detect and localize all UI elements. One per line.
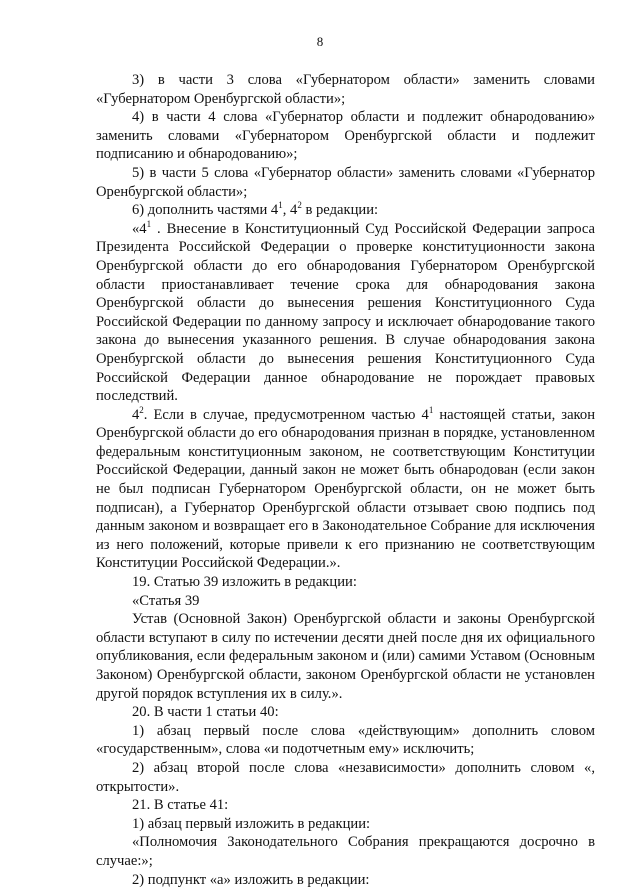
paragraph-text: в редакции:	[301, 202, 379, 219]
paragraph-p16	[96, 871, 595, 890]
paragraph-text: Устав (Основной Закон) Оренбургской области и законы Оренбургской области вступают в силу по истечении десяти дней после дня их официального опубликования, если федеральным законом и (или) самими Уставом (Основным Законом) Оренбургской области, законом Оренбургской области не установлен другой порядок вступления их в силу.».	[96, 611, 595, 702]
paragraph-p13	[96, 796, 595, 815]
superscript-index: 1	[278, 200, 283, 211]
paragraph-text: «Статья 39	[132, 592, 200, 609]
paragraph-text: 2) подпункт «а» изложить в редакции:	[132, 871, 370, 888]
paragraph-text: 21. В статье 41:	[132, 797, 229, 814]
paragraph-text: . Если в случае, предусмотренном частью 4	[143, 406, 429, 423]
paragraph-text: 5) в части 5 слова «Губернатор области» заменить словами «Губернатор Оренбургской области»;	[96, 164, 595, 200]
paragraph-text: 3) в части 3 слова «Губернатором области» заменить словами «Губернатором Оренбургской области»;	[96, 72, 595, 107]
paragraph-text: 2) абзац второй после слова «независимости» дополнить словом «, открытости».	[96, 759, 595, 795]
paragraph-p12	[96, 759, 595, 796]
paragraph-text: «4	[132, 220, 147, 237]
page-number: 8	[316, 34, 324, 49]
paragraph-p4	[96, 201, 595, 220]
paragraph-text: 19. Статью 39 изложить в редакции:	[132, 574, 357, 591]
paragraph-text: 1) абзац первый после слова «действующим» дополнить словом «государственным», слова «и подотчетным ему» исключить;	[96, 722, 595, 758]
paragraph-text: «Полномочия Законодательного Собрания прекращаются досрочно в случае:»;	[96, 834, 595, 869]
paragraph-text: 4) в части 4 слова «Губернатор области и подлежит обнародованию» заменить словами «Губернатором Оренбургской области и подлежит подписанию и обнародованию»;	[96, 109, 595, 163]
paragraph-text: 20. В части 1 статьи 40:	[132, 704, 279, 721]
superscript-index: 2	[139, 404, 144, 415]
paragraph-p10	[96, 703, 595, 722]
paragraph-p6	[96, 406, 595, 573]
paragraph-p15	[96, 833, 595, 870]
paragraph-text: , 4	[282, 202, 298, 219]
superscript-index: 1	[428, 404, 434, 415]
paragraph-p3	[96, 164, 595, 201]
paragraph-text: настоящей статьи, закон Оренбургской области до его обнародования признан в порядке, установленном федеральным конституционным законом, не соответствующим Конституции Российской Федерации, данный закон не может быть обнародован (если закон не был подписан Губернатором Оренбургской области, он не может быть подписан), а Губернатор Оренбургской области отзывает свою подпись под данным законом и возвращает его в Законодательное Собрание для исключения из него положений, которые привели к его признанию не соответствующим Конституции Российской Федерации.».	[96, 406, 595, 572]
paragraph-p2	[96, 108, 595, 164]
paragraph-text: 4	[132, 406, 140, 423]
paragraph-text: 1) абзац первый изложить в редакции:	[132, 815, 371, 832]
paragraph-text: 6) дополнить частями 4	[132, 202, 279, 219]
paragraph-p8	[96, 592, 595, 611]
paragraph-p9	[96, 610, 595, 703]
document-body	[96, 71, 595, 889]
superscript-index: 1	[146, 218, 152, 229]
paragraph-p1	[96, 71, 595, 108]
paragraph-p5	[96, 220, 595, 406]
superscript-index: 2	[297, 200, 302, 211]
paragraph-p7	[96, 573, 595, 592]
paragraph-p11	[96, 722, 595, 759]
paragraph-text: . Внесение в Конституционный Суд Российской Федерации запроса Президента Российской Федерации о проверке конституционности закона Оренбургской области до его обнародования Губернатором Оренбургской области приостанавливает течение срока для обнародования закона Оренбургской области до вынесения решения Конституционного Суда Российской Федерации по данному запросу и исключает обнародование такого закона до вынесения указанного решения. В случае обнародования закона Оренбургской области до вынесения решения Конституционного Суда Российской Федерации данное обнародование не порождает правовых последствий.	[96, 220, 595, 405]
paragraph-p14	[96, 815, 595, 834]
